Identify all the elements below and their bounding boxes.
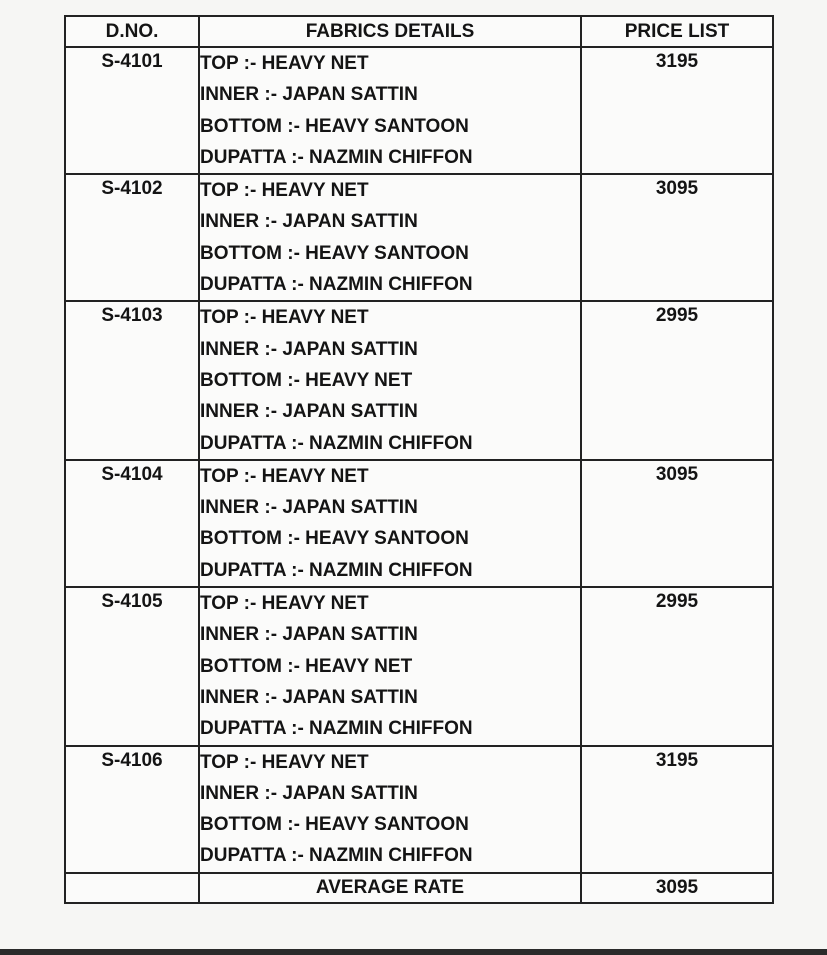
fabric-details-cell [199, 174, 581, 301]
fabric-line: BOTTOM :- HEAVY SANTOON [200, 242, 469, 264]
header-row [65, 16, 773, 47]
table-row [65, 47, 773, 174]
design-number: S-4102 [101, 178, 163, 200]
table-row [65, 587, 773, 745]
price-cell [581, 174, 773, 301]
price-cell [581, 47, 773, 174]
average-empty-cell [65, 873, 199, 903]
fabric-details-cell [199, 587, 581, 745]
fabric-line: INNER :- JAPAN SATTIN [200, 401, 418, 423]
fabric-line: BOTTOM :- HEAVY SANTOON [200, 814, 469, 836]
fabric-line: TOP :- HEAVY NET [200, 465, 369, 487]
fabric-details-cell [199, 47, 581, 174]
fabric-line: BOTTOM :- HEAVY SANTOON [200, 528, 469, 550]
fabric-line: INNER :- JAPAN SATTIN [200, 84, 418, 106]
average-rate-value: 3095 [581, 873, 773, 903]
table-body [65, 47, 773, 873]
price-sheet [64, 15, 772, 904]
price-value: 2995 [655, 591, 699, 613]
fabric-line: DUPATTA :- NAZMIN CHIFFON [200, 432, 473, 454]
table-row [65, 746, 773, 873]
fabric-line: TOP :- HEAVY NET [200, 53, 369, 74]
design-number: S-4103 [101, 305, 163, 327]
fabric-line: TOP :- HEAVY NET [200, 180, 369, 202]
price-value: 3195 [655, 51, 699, 72]
design-number-cell [65, 587, 199, 745]
bottom-edge-bar [0, 949, 827, 955]
fabric-line: DUPATTA :- NAZMIN CHIFFON [200, 146, 473, 168]
fabric-line: INNER :- JAPAN SATTIN [200, 338, 418, 360]
fabric-line: TOP :- HEAVY NET [200, 593, 369, 615]
price-cell [581, 301, 773, 459]
average-rate-label: AVERAGE RATE [199, 873, 581, 903]
header-dno: D.NO. [65, 16, 199, 47]
fabric-line: INNER :- JAPAN SATTIN [200, 497, 418, 519]
fabric-line: INNER :- JAPAN SATTIN [200, 686, 418, 708]
fabric-line: TOP :- HEAVY NET [200, 751, 369, 773]
design-number-cell [65, 460, 199, 587]
design-number-cell [65, 301, 199, 459]
table-row [65, 174, 773, 301]
fabric-line: INNER :- JAPAN SATTIN [200, 782, 418, 804]
table-row [65, 301, 773, 459]
fabric-line: TOP :- HEAVY NET [200, 307, 369, 329]
design-number: S-4104 [101, 463, 163, 485]
fabric-line: BOTTOM :- HEAVY NET [200, 655, 413, 677]
design-number: S-4101 [101, 51, 163, 72]
fabric-details-cell [199, 301, 581, 459]
fabric-line: BOTTOM :- HEAVY SANTOON [200, 115, 469, 137]
price-cell [581, 746, 773, 873]
design-number-cell [65, 746, 199, 873]
header-price-list: PRICE LIST [581, 16, 773, 47]
design-number: S-4105 [101, 591, 163, 613]
price-table [64, 15, 774, 904]
average-rate-row [65, 873, 773, 903]
fabric-line: BOTTOM :- HEAVY NET [200, 369, 413, 391]
header-fabrics-details: FABRICS DETAILS [199, 16, 581, 47]
price-value: 2995 [655, 305, 699, 327]
price-value: 3095 [655, 463, 699, 485]
fabric-line: INNER :- JAPAN SATTIN [200, 211, 418, 233]
table-row [65, 460, 773, 587]
design-number-cell [65, 47, 199, 174]
fabric-line: DUPATTA :- NAZMIN CHIFFON [200, 718, 473, 740]
fabric-details-cell [199, 746, 581, 873]
fabric-line: DUPATTA :- NAZMIN CHIFFON [200, 274, 473, 296]
fabric-line: INNER :- JAPAN SATTIN [200, 624, 418, 646]
design-number-cell [65, 174, 199, 301]
fabric-line: DUPATTA :- NAZMIN CHIFFON [200, 559, 473, 581]
price-value: 3095 [655, 178, 699, 200]
price-cell [581, 460, 773, 587]
design-number: S-4106 [101, 749, 163, 771]
fabric-line: DUPATTA :- NAZMIN CHIFFON [200, 845, 473, 867]
fabric-details-cell [199, 460, 581, 587]
price-cell [581, 587, 773, 745]
price-value: 3195 [655, 749, 699, 771]
